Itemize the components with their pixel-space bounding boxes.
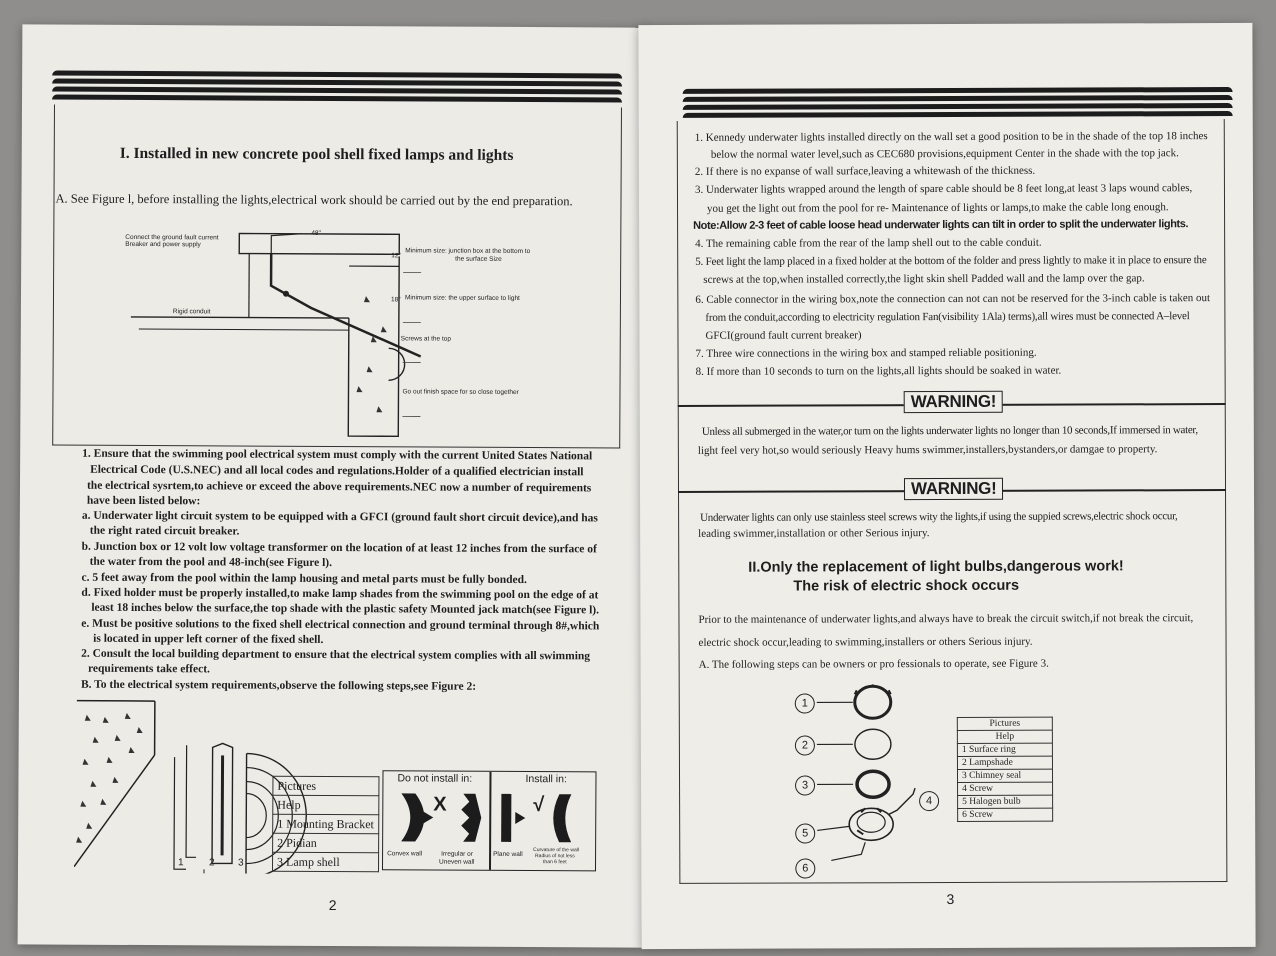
req-line: B. To the electrical system requirements,observe the following steps,see Figure 2: [80,678,477,693]
page-number: 3 [946,890,955,908]
curvature-label: Radius of not less [535,853,575,860]
step-line: 3. Underwater lights wrapped around the length of spare cable should be 8 feet long,at least 3 laps wound cables, [694,182,1193,196]
parts-cell: Help [957,730,1052,743]
label-min-junction: Minimum size: junction box at the bottom to [405,247,531,256]
parts-cell: Pictures [957,717,1052,730]
parts-cell: 5 Halogen bulb [958,795,1053,808]
req-line: the electrical sysrtem,to achieve or exceed the above requirements.NEC now a number of requirements [86,479,592,495]
x-mark: X [433,793,447,816]
right-page [638,23,1255,949]
req-line: a. Underwater light circuit system to be equipped with a GFCI (ground fault short circuit device),and has [81,509,598,525]
fig3-callout: 3 [795,775,815,795]
req-line: e. Must be positive solutions to the fixed shell electrical connection and ground terminal through 8#,which [81,617,600,633]
step-line: below the normal water level,such as CEC680 provisions,equipment Center in the shade with the top jack. [710,147,1179,161]
parts-table-left [272,776,379,873]
req-line: have been listed below: [86,494,201,508]
label-dim-18: 18" [390,296,401,304]
warning-badge: WARNING! [904,391,1004,413]
req-line: is located in upper left corner of the fixed shell. [93,632,324,646]
curvature-label: Curvature of the wall [533,847,579,854]
header-rules [683,87,1233,121]
req-line: requirements take effect. [88,662,210,676]
step-line: from the conduit,according to electricity regulation Fan(visibility 1Ala) terms),all wires must be connected A–level [705,310,1190,324]
parts-cell: 3 Chimney seal [957,769,1052,782]
do-not-install-label: Do not install in: [397,772,473,785]
install-wall-shapes [393,787,589,848]
left-page [18,24,647,947]
section2-subtitle: The risk of electric shock occurs [793,577,1020,595]
step-line: 4. The remaining cable from the rear of the lamp shell out to the cable conduit. [695,236,1042,250]
content-frame [677,119,1228,884]
install-label: Install in: [525,773,567,786]
fig2-number: 3 [237,857,244,869]
curvature-label: than 6 feet [543,859,567,866]
step-line: 8. If more than 10 seconds to turn on the lights,all lights should be soaked in water. [695,364,1062,378]
parts-cell: Pictures [273,776,379,796]
paragraph-line: Prior to the maintenance of underwater lights,and always have to break the circuit switch,if not break the circuit, [698,612,1194,626]
paragraph-line: electric shock occur,leading to swimming,installers or others Serious injury. [698,635,1033,649]
req-line: the water from the pool and 48-inch(see Figure l). [89,555,333,570]
req-line: the right rated circuit breaker. [89,524,240,538]
req-line: Electrical Code (U.S.NEC) and all local codes and regulations.Holder of a qualified electrician install [90,463,584,479]
parts-table-right [957,717,1053,822]
note-line: Note:Allow 2-3 feet of cable loose head underwater lights can tilt in order to split the underwater lights. [693,218,1189,232]
uneven-label: Uneven wall [439,858,475,866]
header-rules [52,71,622,106]
fig3-callout: 1 [795,693,815,713]
step-line: 6. Cable connector in the wiring box,note the connection can not can not be reserved for the 3-inch cable is taken out [695,292,1211,306]
label-rigid-conduit: Rigid conduit [172,308,211,316]
step-line: 7. Three wire connections in the wiring box and stamped reliable positioning. [695,346,1037,360]
fig3-callout: 6 [795,858,815,878]
parts-cell: 1 Surface ring [957,743,1052,756]
label-breaker: Breaker and power supply [125,240,201,249]
warning2-line: Underwater lights can only use stainless steel screws wity the lights,if using the suppied screws,electric shock occur, [700,510,1178,524]
label-screws-top: Screws at the top [400,335,452,343]
warning-badge: WARNING! [904,478,1004,500]
req-line: 2. Consult the local building department to ensure that the electrical system complies with all swimming [81,647,591,663]
parts-cell: 1 Mounting Bracket [273,814,379,834]
label-min-upper: Minimum size: the upper surface to light [404,294,520,302]
fig3-callout: 2 [795,735,815,755]
step-line: screws at the top,when installed correctly,the light skin shell Padded wall and the lamp over the gap. [703,272,1145,286]
irregular-label: Irregular or [441,850,473,858]
warning1-line: light feel very hot,so would seriously Heavy hums swimmer,installers,bystanders,or damgae to property. [697,443,1158,457]
step-line: you get the light out from the pool for re- Maintenance of lights or lamps,to make the cable long enough. [707,201,1169,215]
req-line: least 18 inches below the surface,the top shade with the plastic safety Mounted jack match(see Figure l). [91,601,600,617]
parts-cell: Help [273,795,379,815]
fig2-number: 2 [208,857,215,869]
req-line: b. Junction box or 12 volt low voltage transformer on the location of at least 12 inches from the surface of [81,540,597,556]
check-mark: √ [533,794,545,817]
fig3-callout: 5 [795,823,815,843]
step-line: GFCI(ground fault current breaker) [705,329,862,342]
req-line: d. Fixed holder must be properly installed,to make lamp shades from the swimming pool on the edge of at [81,586,599,602]
parts-cell: 4 Screw [958,782,1053,795]
paragraph-line: A. The following steps can be owners or pro fessionals to operate, see Figure 3. [698,657,1049,671]
warning2-line: leading swimmer,installation or other Serious injury. [698,527,930,540]
req-line: 1. Ensure that the swimming pool electrical system must comply with the current United States National [82,447,593,463]
section-title: I. Installed in new concrete pool shell fixed lamps and lights [119,144,514,164]
parts-cell: 2 Lampshade [957,756,1052,769]
parts-cell: 6 Screw [958,808,1053,821]
label-go-out: Go out finish space for so close together [402,388,519,396]
step-line: 5. Feet light the lamp placed in a fixed holder at the bottom of the folder and press lightly to make it in place to ensure the [695,254,1207,268]
convex-label: Convex wall [387,850,423,858]
fig3-callout: 4 [919,791,939,811]
plane-label: Plane wall [493,850,523,859]
step-line: 1. Kennedy underwater lights installed directly on the wall set a good position to be in the shade of the top 18 inches [694,130,1208,144]
install-box [382,770,597,871]
label-surface-size: the surface Size [455,255,502,263]
fig2-number: 1 [177,857,184,869]
section2-title: II.Only the replacement of light bulbs,dangerous work! [748,558,1124,576]
figure1-diagram [120,225,591,447]
warning1-line: Unless all submerged in the water,or turn on the lights underwater lights no longer than 10 seconds,If immersed in water, [701,424,1198,438]
parts-cell: 2 Pidian [273,833,379,853]
label-dim-12: 12" [391,252,401,260]
step-line: 2. If there is no expanse of wall surface,leaving a whitewash of the thickness. [694,164,1036,178]
parts-cell: 3 Lamp shell [272,852,378,872]
page-number: 2 [328,896,337,914]
label-dim-48: 48" [311,229,321,237]
subtitle: A. See Figure l, before installing the lights,electrical work should be carried out by the end preparation. [55,191,573,209]
label-connect: Connect the ground fault current [125,233,219,242]
req-line: c. 5 feet away from the pool within the lamp housing and metal parts must be fully bonded. [81,571,527,587]
